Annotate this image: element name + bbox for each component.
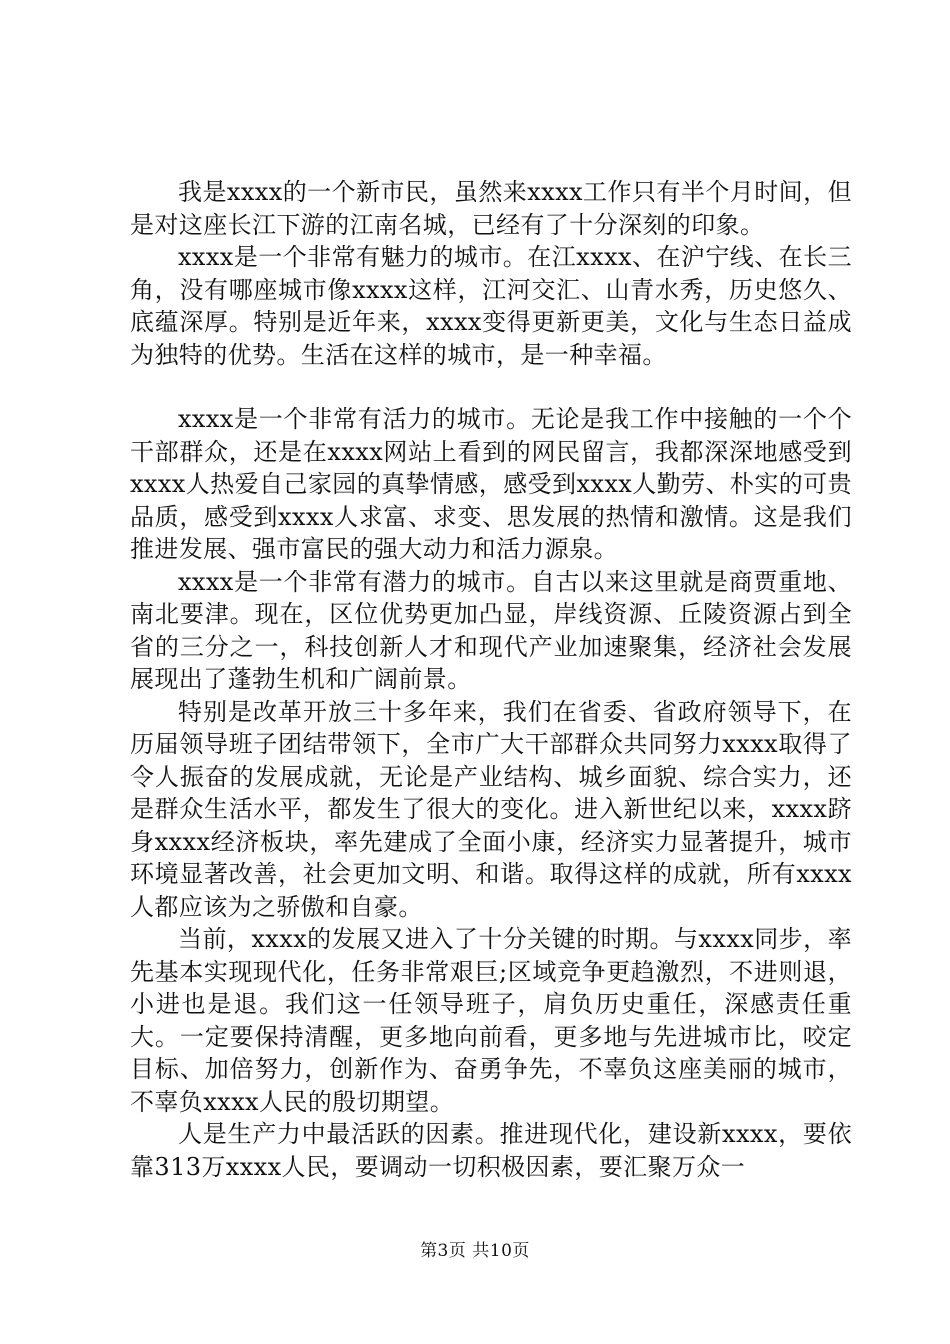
document-body (130, 176, 852, 1183)
paragraph-reform: 特别是改革开放三十多年来，我们在省委、省政府领导下，在历届领导班子团结带领下，全市广大干部群众共同努力xxxx取得了令人振奋的发展成就，无论是产业结构、城乡面貌、综合实力，还是群众生活水平，都发生了很大的变化。进入新世纪以来，xxxx跻身xxxx经济板块，率先建成了全面小康，经济实力显著提升，城市环境显著改善，社会更加文明、和谐。取得这样的成就，所有xxxx人都应该为之骄傲和自豪。 (130, 697, 852, 921)
paragraph-current-period: 当前，xxxx的发展又进入了十分关键的时期。与xxxx同步，率先基本实现现代化，任务非常艰巨;区域竞争更趋激烈，不进则退，小进也是退。我们这一任领导班子，肩负历史重任，深感责任重大。一定要保持清醒，更多地向前看，更多地与先进城市比，咬定目标、加倍努力，创新作为、奋勇争先，不辜负这座美丽的城市，不辜负xxxx人民的殷切期望。 (130, 925, 852, 1116)
paragraph-potential: xxxx是一个非常有潜力的城市。自古以来这里就是商贾重地、南北要津。现在，区位优势更加凸显，岸线资源、丘陵资源占到全省的三分之一，科技创新人才和现代产业加速聚集，经济社会发展展现出了蓬勃生机和广阔前景。 (130, 567, 852, 693)
page-footer: 第3页 共10页 (420, 1241, 530, 1261)
paragraph-people: 人是生产力中最活跃的因素。推进现代化，建设新xxxx，要依靠313万xxxx人民，要调动一切积极因素，要汇聚万众一 (130, 1120, 852, 1181)
paragraph-new-citizen: 我是xxxx的一个新市民，虽然来xxxx工作只有半个月时间，但是对这座长江下游的江南名城，已经有了十分深刻的印象。 (130, 178, 852, 239)
paragraph-vitality: xxxx是一个非常有活力的城市。无论是我工作中接触的一个个干部群众，还是在xxxx网站上看到的网民留言，我都深深地感受到xxxx人热爱自己家园的真挚情感，感受到xxxx人勤劳、朴实的可贵品质，感受到xxxx人求富、求变、思发展的热情和激情。这是我们推进发展、强市富民的强大动力和活力源泉。 (130, 405, 852, 563)
paragraph-charm: xxxx是一个非常有魅力的城市。在江xxxx、在沪宁线、在长三角，没有哪座城市像xxxx这样，江河交汇、山青水秀，历史悠久、底蕴深厚。特别是近年来，xxxx变得更新更美，文化与生态日益成为独特的优势。生活在这样的城市，是一种幸福。 (130, 243, 852, 369)
